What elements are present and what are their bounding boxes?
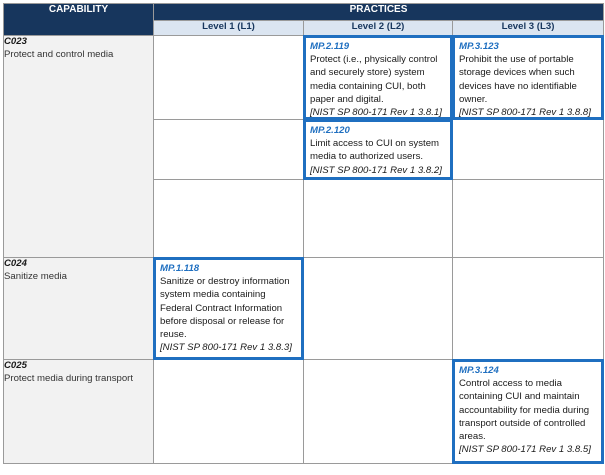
empty-cell	[154, 180, 304, 258]
practice-cell	[154, 258, 304, 360]
capability-c024	[4, 258, 154, 360]
practice-id: MP.3.124	[459, 365, 499, 376]
capability-id: C024	[4, 258, 27, 269]
level-3-header: Level 3 (L3)	[453, 21, 604, 36]
practice-reference: [NIST SP 800-171 Rev 1 3.8.1]	[310, 107, 442, 119]
practice-reference: [NIST SP 800-171 Rev 1 3.8.8]	[459, 107, 591, 119]
practice-reference: [NIST SP 800-171 Rev 1 3.8.5]	[459, 444, 591, 456]
practice-id: MP.2.120	[310, 125, 350, 136]
capability-header: CAPABILITY	[4, 4, 154, 36]
table-row	[4, 360, 604, 464]
practice-id: MP.2.119	[310, 41, 350, 52]
empty-cell	[453, 258, 604, 360]
practice-cell	[304, 120, 453, 180]
practice-mp-2-119	[303, 35, 453, 120]
practice-cell	[453, 360, 604, 464]
level-2-header: Level 2 (L2)	[304, 21, 453, 36]
practice-reference: [NIST SP 800-171 Rev 1 3.8.2]	[310, 164, 442, 176]
capability-c025	[4, 360, 154, 464]
empty-cell	[154, 120, 304, 180]
practice-text: Protect (i.e., physically control and securely store) system media containing CUI, both paper and digital.	[310, 54, 438, 105]
practice-text: Control access to media containing CUI and maintain accountability for media during transport outside of controlled areas.	[459, 378, 590, 443]
practice-text: Prohibit the use of portable storage devices when such devices have no identifiable owner.	[459, 54, 577, 105]
empty-cell	[304, 180, 453, 258]
practice-reference: [NIST SP 800-171 Rev 1 3.8.3]	[160, 342, 292, 354]
capability-practices-table	[3, 3, 604, 464]
empty-cell	[304, 360, 453, 464]
capability-name: Protect and control media	[4, 48, 114, 60]
empty-cell	[453, 180, 604, 258]
practice-id: MP.3.123	[459, 41, 499, 52]
practice-cell	[304, 36, 453, 120]
table-row	[4, 36, 604, 120]
practice-mp-2-120	[303, 119, 453, 180]
practice-text: Sanitize or destroy information system media containing Federal Contract Information before disposal or release for reuse.	[160, 276, 290, 341]
capability-name: Protect media during transport	[4, 372, 134, 384]
empty-cell	[453, 120, 604, 180]
empty-cell	[154, 36, 304, 120]
capability-c023	[4, 36, 154, 258]
practice-mp-3-123	[452, 35, 604, 120]
practice-text: Limit access to CUI on system media to authorized users.	[310, 138, 440, 163]
empty-cell	[154, 360, 304, 464]
level-1-header: Level 1 (L1)	[154, 21, 304, 36]
practice-mp-3-124	[452, 359, 604, 464]
practice-cell	[453, 36, 604, 120]
capability-name: Sanitize media	[4, 270, 67, 282]
practice-mp-1-118	[153, 257, 304, 360]
capability-id: C025	[4, 360, 27, 371]
capability-id: C023	[4, 36, 27, 47]
practices-header: PRACTICES	[154, 4, 604, 21]
empty-cell	[304, 258, 453, 360]
practice-id: MP.1.118	[160, 263, 200, 274]
table-row	[4, 258, 604, 360]
